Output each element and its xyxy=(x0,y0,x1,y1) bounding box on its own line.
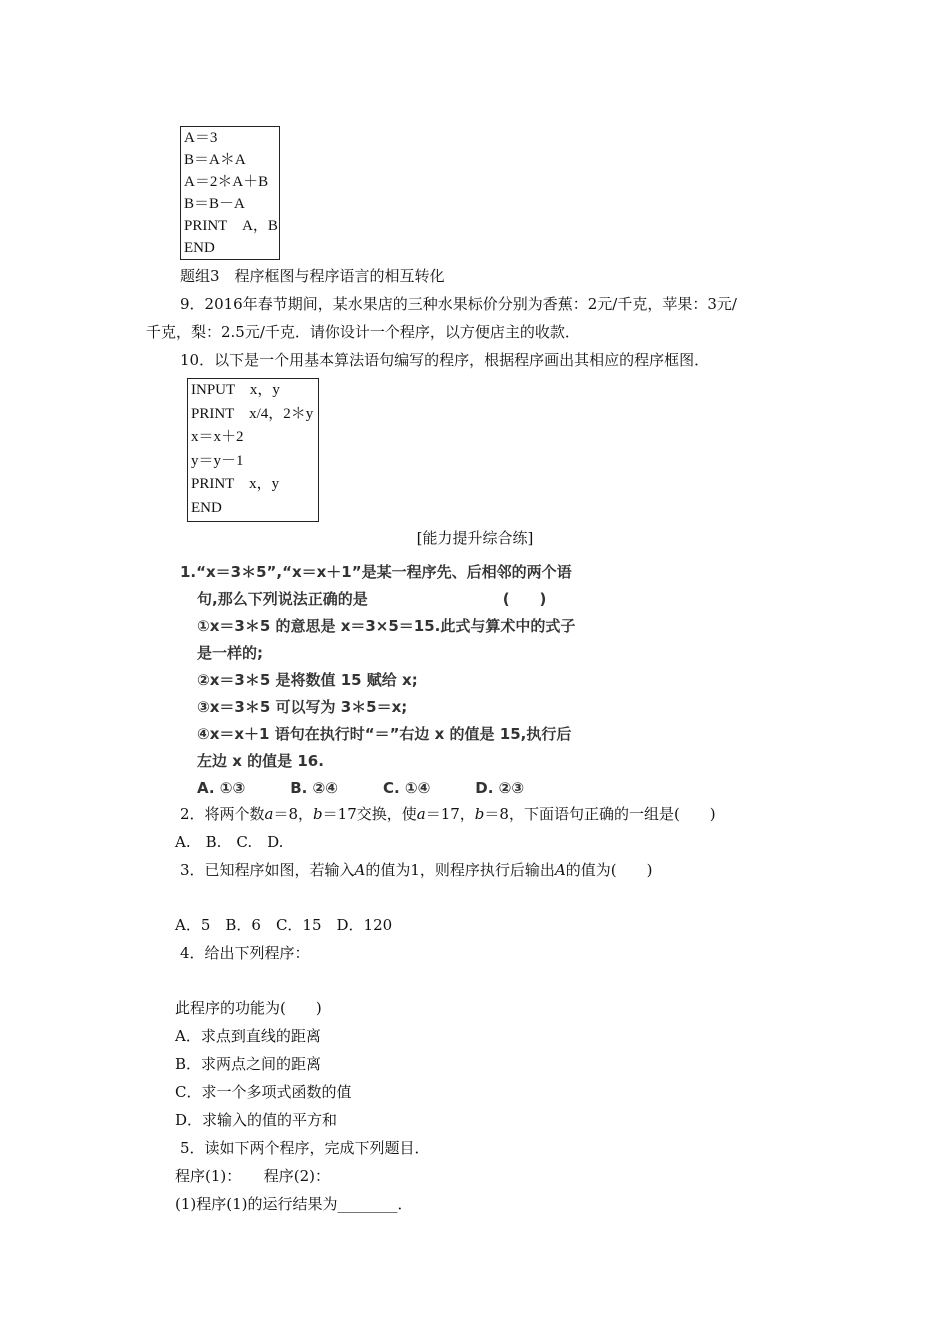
problem-4-option-d: D．求输入的值的平方和 xyxy=(175,1111,338,1129)
problem-5-sub-1: (1)程序(1)的运行结果为________． xyxy=(175,1195,413,1213)
code-line: PRINT x，y xyxy=(191,476,280,492)
problem-5-programs: 程序(1)： 程序(2)： xyxy=(175,1167,330,1185)
problem-2 xyxy=(180,803,716,825)
var-A: A xyxy=(554,861,566,879)
problem-1-line: 句,那么下列说法正确的是 ( ) xyxy=(197,590,547,608)
problem-2-options: A. B. C. D. xyxy=(175,833,284,851)
text: 3．已知程序如图，若输入 xyxy=(180,861,355,879)
code-line: PRINT A，B xyxy=(184,218,278,234)
group3-heading: 题组3 程序框图与程序语言的相互转化 xyxy=(180,267,445,285)
text: ＝8， xyxy=(273,805,314,823)
var-A: A xyxy=(354,861,366,879)
problem-4-question: 此程序的功能为( ) xyxy=(175,999,322,1017)
problem-1-line: 是一样的; xyxy=(197,644,263,662)
problem-4-option-b: B．求两点之间的距离 xyxy=(175,1055,322,1073)
question-9-line-2: 千克，梨：2.5元/千克．请你设计一个程序，以方便店主的收款． xyxy=(146,323,580,341)
code-line: INPUT x，y xyxy=(191,382,280,398)
code-line: PRINT x/4，2＊y xyxy=(191,405,314,422)
problem-4: 4．给出下列程序： xyxy=(180,944,310,962)
question-9-line-1: 9．2016年春节期间，某水果店的三种水果标价分别为香蕉：2元/千克，苹果：3元/ xyxy=(180,295,737,313)
code-line: B＝A＊A xyxy=(184,152,246,168)
code-line: x＝x＋2 xyxy=(191,429,244,445)
problem-1-options: A. ①③ B. ②④ C. ①④ D. ②③ xyxy=(197,779,525,797)
var-a: a xyxy=(264,805,274,823)
section-title: [能力提升综合练] xyxy=(416,529,534,547)
problem-5: 5．读如下两个程序，完成下列题目． xyxy=(180,1139,430,1157)
text: ＝8，下面语句正确的一组是( ) xyxy=(484,805,716,823)
var-a: a xyxy=(416,805,426,823)
code-line: A＝3 xyxy=(184,130,218,146)
problem-1-line: 1.“x＝3＊5”,“x＝x＋1”是某一程序先、后相邻的两个语 xyxy=(180,563,572,581)
text: ＝17， xyxy=(425,805,475,823)
problem-1-line: 左边 x 的值是 16. xyxy=(197,752,324,770)
text: 的值为( ) xyxy=(565,861,653,879)
text: 2．将两个数 xyxy=(180,805,265,823)
code-line: END xyxy=(184,240,215,256)
code-line: B＝B－A xyxy=(184,196,245,212)
program-box-2 xyxy=(187,378,319,522)
problem-1-line: ②x＝3＊5 是将数值 15 赋给 x; xyxy=(197,671,418,689)
var-b: b xyxy=(313,805,323,823)
problem-1-line: ④x＝x＋1 语句在执行时“＝”右边 x 的值是 15,执行后 xyxy=(197,725,572,743)
code-line: END xyxy=(191,499,222,516)
problem-1-line: ③x＝3＊5 可以写为 3＊5＝x; xyxy=(197,698,408,716)
text: ＝17交换，使 xyxy=(322,805,417,823)
problem-3-options: A．5 B．6 C．15 D．120 xyxy=(175,916,393,934)
problem-4-option-a: A．求点到直线的距离 xyxy=(175,1027,321,1045)
code-line: y＝y－1 xyxy=(191,452,244,469)
problem-1-line: ①x＝3＊5 的意思是 x＝3×5＝15.此式与算术中的式子 xyxy=(197,617,576,635)
problem-3 xyxy=(180,859,653,881)
question-10: 10．以下是一个用基本算法语句编写的程序，根据程序画出其相应的程序框图． xyxy=(180,351,710,369)
program-box-1 xyxy=(180,126,280,260)
code-line: A＝2＊A＋B xyxy=(184,174,269,190)
text: 的值为1，则程序执行后输出 xyxy=(365,861,555,879)
var-b: b xyxy=(474,805,485,823)
problem-4-option-c: C．求一个多项式函数的值 xyxy=(175,1083,352,1101)
